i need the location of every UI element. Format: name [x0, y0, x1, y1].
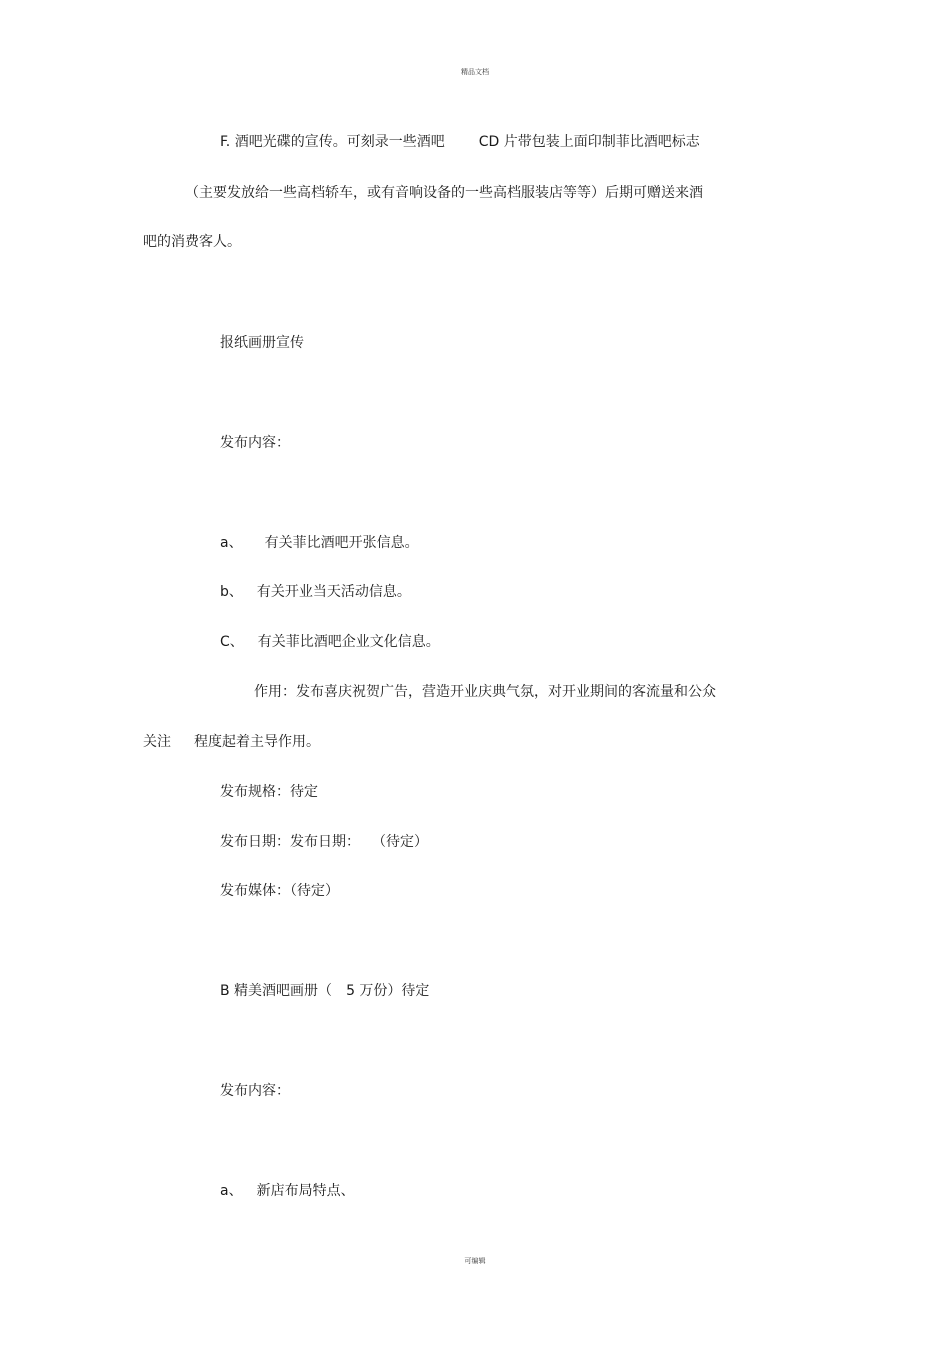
- label-date: [220, 834, 428, 850]
- list-text-c: 有关菲比酒吧企业文化信息。: [257, 634, 440, 650]
- list-item-c: [220, 634, 440, 650]
- page-header: 精品文档: [461, 68, 489, 76]
- list-text-a: 有关菲比酒吧开张信息。: [264, 535, 419, 551]
- section-title-newspaper: 报纸画册宣传: [220, 335, 304, 351]
- label-content-1: 发布内容：: [220, 435, 290, 451]
- text-date-label: 发布日期：发布日期：: [220, 834, 360, 850]
- list-item-a: [220, 535, 419, 551]
- text-brochure-start: B 精美酒吧画册（: [220, 983, 333, 999]
- text-brochure-end: 5 万份）待定: [346, 983, 430, 999]
- text-cd-promo-end: CD 片带包装上面印制菲比酒吧标志: [478, 134, 700, 150]
- text-date-value: （待定）: [372, 834, 428, 850]
- text-effect-end: 程度起着主导作用。: [194, 734, 320, 750]
- label-spec: 发布规格：待定: [220, 784, 318, 800]
- list-item-a-2: [220, 1183, 355, 1199]
- section-title-brochure: [220, 983, 429, 999]
- paragraph-cd-customers: 吧的消费客人。: [143, 234, 241, 250]
- list-text-b: 有关开业当天活动信息。: [256, 584, 411, 600]
- list-marker-a: a、: [220, 535, 243, 551]
- label-content-2: 发布内容：: [220, 1083, 290, 1099]
- list-marker-a-2: a、: [220, 1183, 243, 1199]
- list-text-a-2: 新店布局特点、: [256, 1183, 355, 1199]
- paragraph-effect-cont: [143, 734, 320, 750]
- label-media: 发布媒体：（待定）: [220, 883, 339, 899]
- list-marker-b: b、: [220, 584, 243, 600]
- list-marker-c: C、: [220, 634, 244, 650]
- list-item-b: [220, 584, 411, 600]
- paragraph-cd-distribution: （主要发放给一些高档轿车，或有音响设备的一些高档服装店等等）后期可赠送来酒: [185, 185, 703, 201]
- paragraph-cd-promo: [220, 134, 700, 150]
- paragraph-effect: 作用：发布喜庆祝贺广告，营造开业庆典气氛，对开业期间的客流量和公众: [254, 684, 716, 700]
- page-footer: 可编辑: [464, 1257, 486, 1265]
- text-effect-start: 关注: [143, 734, 171, 750]
- text-cd-promo-start: F. 酒吧光碟的宣传。可刻录一些酒吧: [220, 134, 445, 150]
